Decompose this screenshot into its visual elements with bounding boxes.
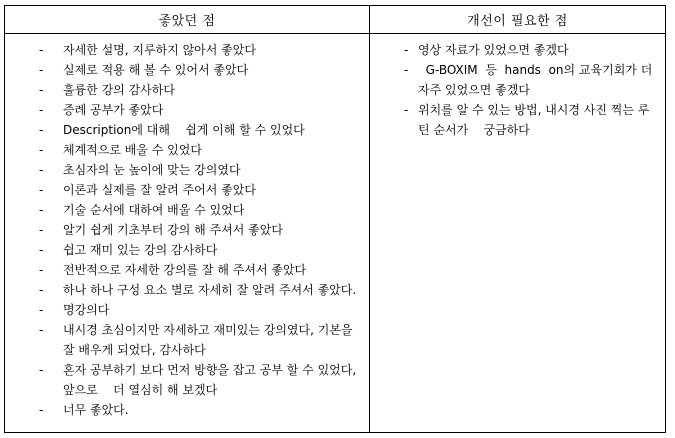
good-point-item [5,160,369,180]
bullet-dash: - [39,143,44,157]
good-point-item [5,100,369,120]
good-point-item [5,240,369,260]
bullet-dash: - [39,203,44,217]
item-text: 쉽고 재미 있는 강의 감사하다 [63,243,218,257]
bullet-dash: - [39,223,44,237]
improvement-points-cell [370,34,665,432]
item-text: 증례 공부가 좋았다 [63,103,164,117]
bullet-dash: - [39,43,44,57]
bullet-dash: - [39,403,44,417]
item-text: 내시경 초심이지만 자세하고 재미있는 강의였다, 기본을 잘 배우게 되었다, 감사하다 [63,323,368,357]
improvement-point-item [370,100,665,140]
item-text: 너무 좋았다. [63,403,129,417]
bullet-dash: - [39,263,44,277]
improvement-point-item [370,40,665,60]
item-text: 체계적으로 배울 수 있었다 [63,143,202,157]
good-point-item [5,200,369,220]
item-text: 초심자의 눈 높이에 맞는 강의였다 [63,163,241,177]
good-points-list [5,40,369,420]
bullet-dash: - [39,163,44,177]
good-point-item [5,120,369,140]
item-text: 영상 자료가 있었으면 좋겠다 [418,43,569,57]
good-point-item [5,300,369,320]
good-point-item [5,140,369,160]
item-text: 실제로 적용 해 볼 수 있어서 좋았다 [63,63,249,77]
item-text: 기술 순서에 대하여 배울 수 있었다 [63,203,245,217]
bullet-dash: - [39,123,44,137]
feedback-table [4,5,666,433]
good-point-item [5,80,369,100]
item-text: 하나 하나 구성 요소 별로 자세히 잘 알려 주셔서 좋았다. [63,283,357,297]
item-text: 혼자 공부하기 보다 먼저 방향을 잡고 공부 할 수 있었다, 앞으로 더 열심히 해 보겠다 [63,363,360,397]
bullet-dash: - [39,243,44,257]
item-text: 전반적으로 자세한 강의를 잘 해 주셔서 좋았다 [63,263,307,277]
bullet-dash: - [404,63,409,77]
left-column-header: 좋았던 점 [5,6,370,34]
bullet-dash: - [39,283,44,297]
item-text: 자세한 설명, 지루하지 않아서 좋았다 [63,43,256,57]
item-text: 명강의다 [63,303,110,317]
item-text: 이론과 실제를 잘 알려 주어서 좋았다 [63,183,256,197]
item-text: 알기 쉽게 기초부터 강의 해 주셔서 좋았다 [63,223,283,237]
good-points-cell [5,34,370,432]
bullet-dash: - [39,363,44,377]
right-column-header: 개선이 필요한 점 [370,6,665,34]
item-text: 훌륭한 강의 감사하다 [63,83,175,97]
bullet-dash: - [404,103,409,117]
bullet-dash: - [39,303,44,317]
good-point-item [5,280,369,300]
good-point-item [5,180,369,200]
improvement-points-list [370,40,665,140]
bullet-dash: - [39,323,44,337]
good-point-item [5,40,369,60]
bullet-dash: - [39,103,44,117]
item-text: 위치를 알 수 있는 방법, 내시경 사진 찍는 루틴 순서가 궁금하다 [418,103,650,137]
good-point-item [5,60,369,80]
bullet-dash: - [39,63,44,77]
bullet-dash: - [404,43,409,57]
good-point-item [5,260,369,280]
item-text: Description에 대해 쉽게 이해 할 수 있었다 [63,123,305,137]
bullet-dash: - [39,83,44,97]
bullet-dash: - [39,183,44,197]
improvement-point-item [370,60,665,100]
good-point-item [5,360,369,400]
item-text: G-BOXIM 등 hands on의 교육기회가 더 자주 있었으면 좋겠다 [418,63,657,97]
good-point-item [5,400,369,420]
good-point-item [5,220,369,240]
good-point-item [5,320,369,360]
